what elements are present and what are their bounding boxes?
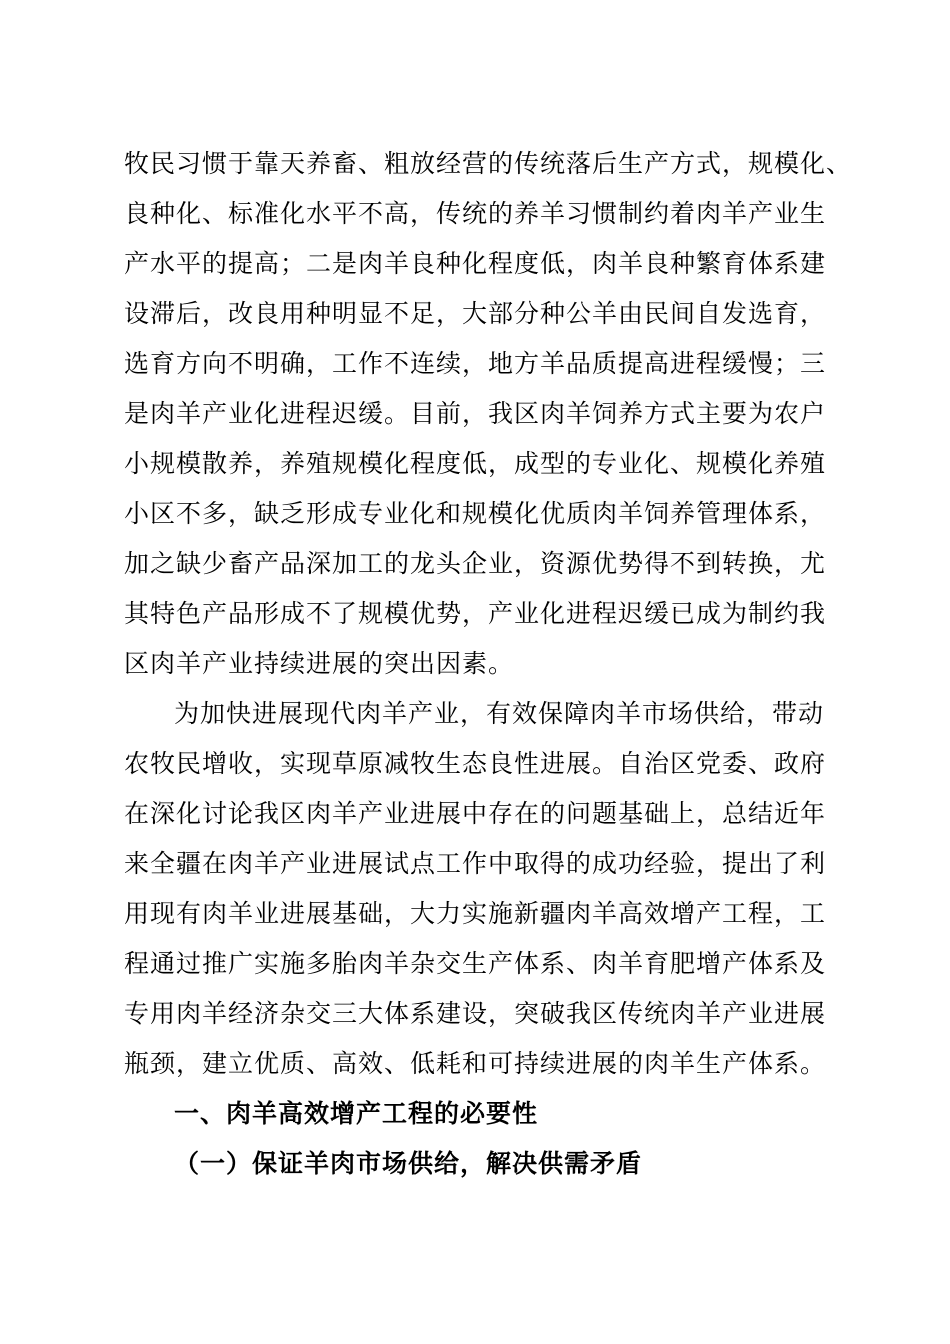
text-line: 程通过推广实施多胎肉羊杂交生产体系、肉羊育肥增产体系及 [124,949,827,978]
text-line: 用现有肉羊业进展基础，大力实施新疆肉羊高效增产工程，工 [124,899,827,928]
section-heading: 一、肉羊高效增产工程的必要性 [174,1099,539,1128]
text-line: 设滞后，改良用种明显不足，大部分种公羊由民间自发选育， [124,299,827,328]
subsection-heading: （一）保证羊肉市场供给，解决供需矛盾 [174,1149,643,1178]
text-line: 小规模散养，养殖规模化程度低，成型的专业化、规模化养殖 [124,449,827,478]
text-line: 牧民习惯于靠天养畜、粗放经营的传统落后生产方式，规模化、 [124,149,853,178]
text-line: 良种化、标准化水平不高，传统的养羊习惯制约着肉羊产业生 [124,199,827,228]
text-line: 选育方向不明确，工作不连续，地方羊品质提高进程缓慢；三 [124,349,827,378]
text-line: 是肉羊产业化进程迟缓。目前，我区肉羊饲养方式主要为农户 [124,399,827,428]
text-line: 区肉羊产业持续进展的突出因素。 [124,649,515,678]
text-line: 其特色产品形成不了规模优势，产业化进程迟缓已成为制约我 [124,599,827,628]
text-line: 在深化讨论我区肉羊产业进展中存在的问题基础上，总结近年 [124,799,827,828]
text-line: 小区不多，缺乏形成专业化和规模化优质肉羊饲养管理体系， [124,499,827,528]
text-line: 农牧民增收，实现草原减牧生态良性进展。自治区党委、政府 [124,749,827,778]
text-line: 瓶颈，建立优质、高效、低耗和可持续进展的肉羊生产体系。 [124,1049,827,1078]
text-line: 专用肉羊经济杂交三大体系建设，突破我区传统肉羊产业进展 [124,999,827,1028]
text-line: 来全疆在肉羊产业进展试点工作中取得的成功经验，提出了利 [124,849,827,878]
text-line: 为加快进展现代肉羊产业，有效保障肉羊市场供给，带动 [174,699,825,728]
text-line: 加之缺少畜产品深加工的龙头企业，资源优势得不到转换，尤 [124,549,827,578]
text-line: 产水平的提高；二是肉羊良种化程度低，肉羊良种繁育体系建 [124,249,827,278]
